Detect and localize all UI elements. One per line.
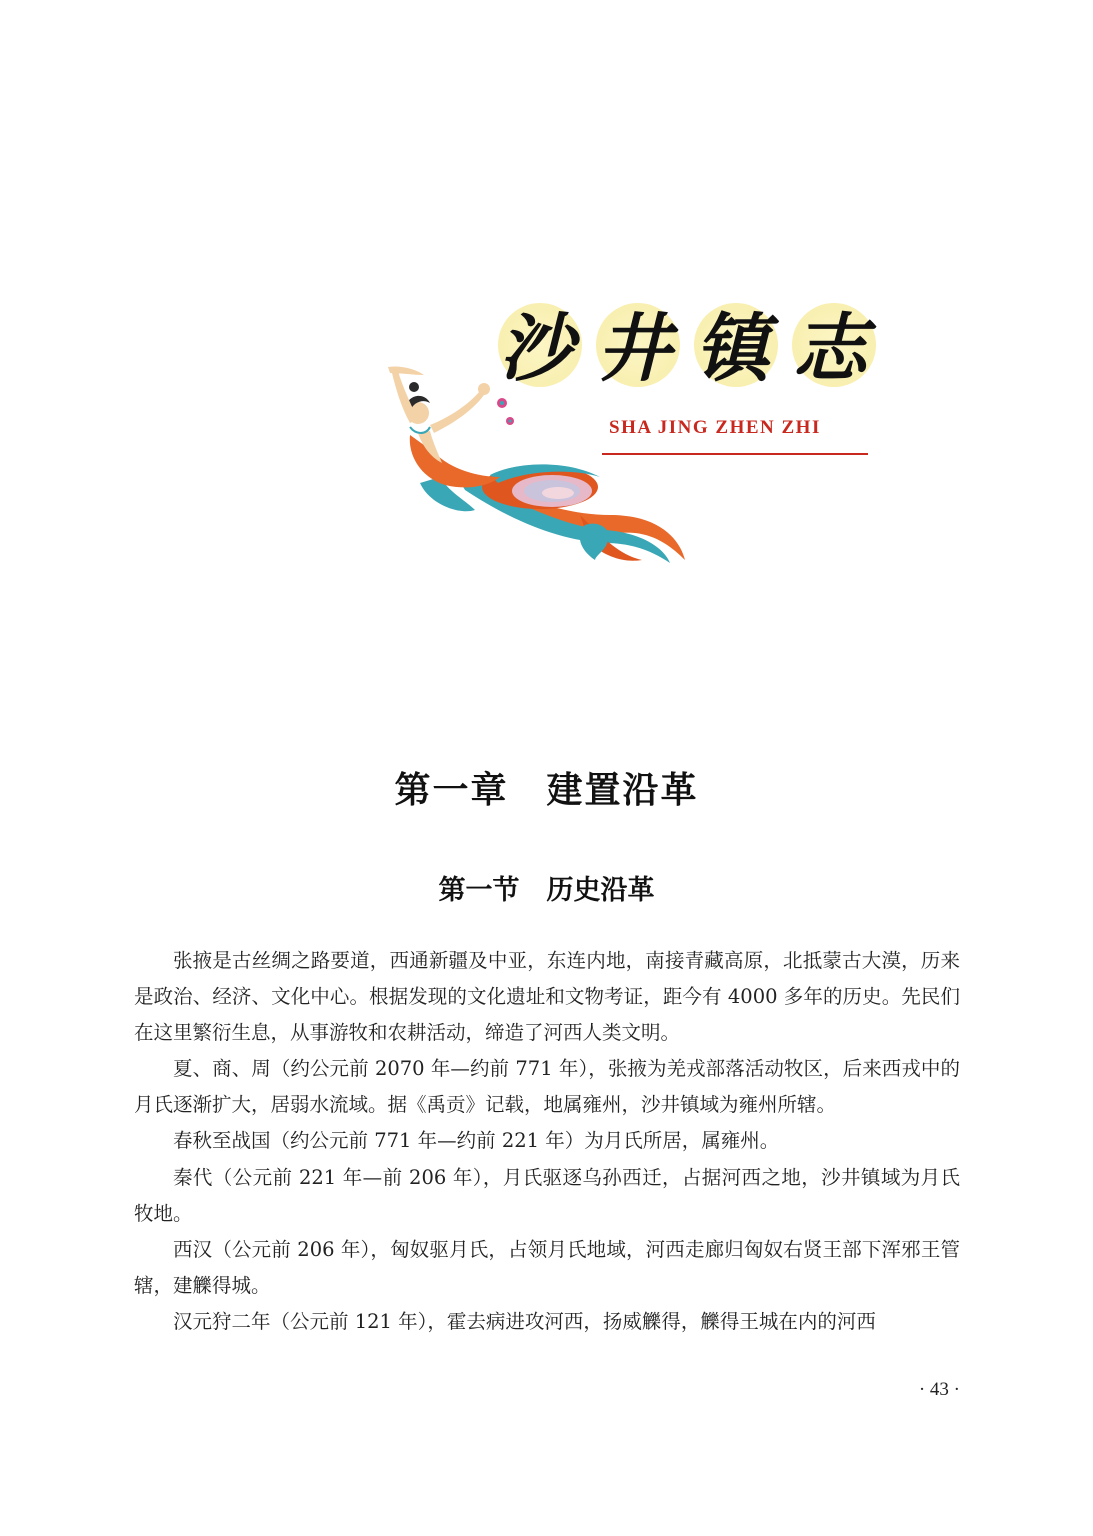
title-char: 镇 xyxy=(695,306,769,392)
paragraph: 张掖是古丝绸之路要道，西通新疆及中亚，东连内地，南接青藏高原，北抵蒙古大漠，历来是政治、经济、文化中心。根据发现的文化遗址和文物考证，距今有 4000 多年的历史。先民们在这里繁衍生息，从事游牧和农耕活动，缔造了河西人类文明。 xyxy=(134,949,960,1045)
paragraph: 春秋至战国（约公元前 771 年—约前 221 年）为月氏所居，属雍州。 xyxy=(173,1129,780,1153)
title-circles xyxy=(498,303,878,393)
paragraph: 西汉（公元前 206 年），匈奴驱月氏，占领月氏地域，河西走廊归匈奴右贤王部下浑邪王管辖，建觻得城。 xyxy=(134,1237,960,1297)
romanized-title: SHA JING ZHEN ZHI xyxy=(609,417,821,438)
page-number: · 43 · xyxy=(918,1379,960,1400)
title-char: 井 xyxy=(597,306,671,392)
paragraph: 汉元狩二年（公元前 121 年），霍去病进攻河西，扬威觻得，觻得王城在内的河西 xyxy=(173,1309,876,1333)
body-text xyxy=(134,943,960,1340)
title-char: 沙 xyxy=(499,306,573,392)
apsara-illustration xyxy=(380,365,700,565)
paragraph: 秦代（公元前 221 年—前 206 年），月氏驱逐乌孙西迁，占据河西之地，沙井镇域为月氏牧地。 xyxy=(134,1165,960,1225)
title-underline xyxy=(602,453,868,455)
book-title-emblem xyxy=(380,295,880,565)
paragraph: 夏、商、周（约公元前 2070 年—约前 771 年），张掖为羌戎部落活动牧区，后来西戎中的月氏逐渐扩大，居弱水流域。据《禹贡》记载，地属雍州，沙井镇域为雍州所辖。 xyxy=(134,1057,960,1117)
section-title: 第一节 历史沿革 xyxy=(438,875,655,906)
chapter-title: 第一章 建置沿革 xyxy=(394,770,699,811)
title-char: 志 xyxy=(793,306,867,392)
